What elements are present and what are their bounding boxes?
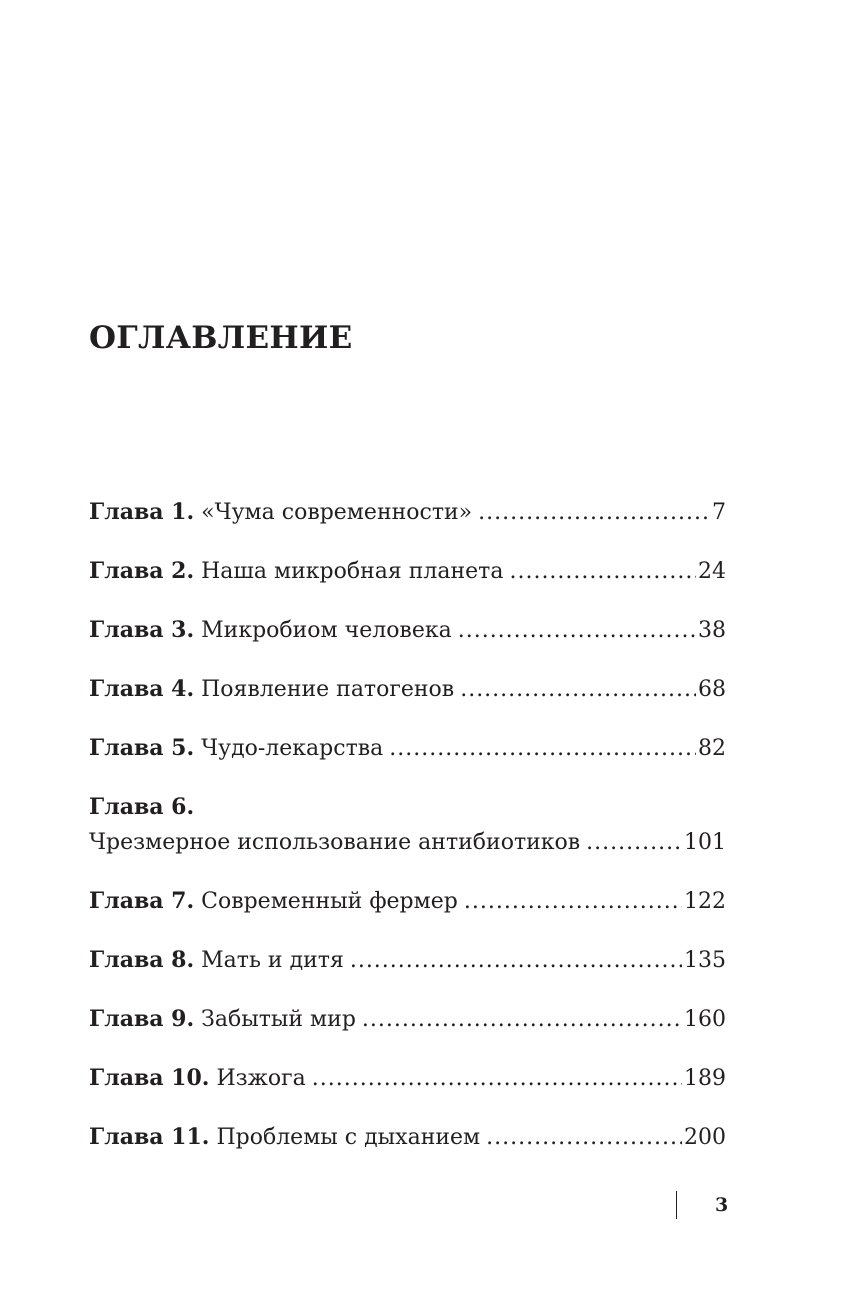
toc-entry-chapter-3[interactable]	[89, 612, 726, 649]
chapter-title: Мать и дитя	[201, 948, 344, 973]
chapter-label: Глава 5.	[89, 735, 195, 761]
dot-leader	[460, 672, 696, 708]
toc-entry-chapter-7[interactable]	[89, 883, 726, 920]
chapter-title: Чудо-лекарства	[201, 736, 384, 761]
toc-entry-chapter-6[interactable]	[89, 789, 726, 861]
chapter-label: Глава 9.	[89, 1006, 195, 1032]
dot-leader	[586, 825, 682, 861]
toc-entry-chapter-9[interactable]	[89, 1001, 726, 1038]
chapter-page-number: 68	[698, 677, 726, 702]
chapter-title: Забытый мир	[201, 1007, 356, 1032]
page-folio	[676, 1191, 736, 1219]
chapter-page-number: 189	[684, 1066, 726, 1091]
chapter-page-number: 200	[684, 1125, 726, 1150]
dot-leader	[464, 884, 682, 920]
dot-leader	[458, 613, 696, 649]
toc-entry-chapter-8[interactable]	[89, 942, 726, 979]
chapter-title: Микробиом человека	[201, 618, 452, 643]
chapter-page-number: 135	[684, 948, 726, 973]
chapter-label: Глава 2.	[89, 558, 195, 584]
dot-leader	[486, 1120, 682, 1156]
dot-leader	[509, 554, 696, 590]
chapter-page-number: 160	[684, 1007, 726, 1032]
chapter-page-number: 7	[712, 500, 726, 525]
chapter-label: Глава 11.	[89, 1124, 210, 1150]
page-number: 3	[715, 1194, 729, 1216]
toc-entry-chapter-1[interactable]	[89, 494, 726, 531]
toc-entry-chapter-5[interactable]	[89, 730, 726, 767]
chapter-title: Изжога	[216, 1066, 306, 1091]
table-of-contents	[89, 494, 726, 1178]
toc-entry-chapter-2[interactable]	[89, 553, 726, 590]
folio-rule	[676, 1191, 677, 1219]
chapter-page-number: 24	[698, 559, 726, 584]
chapter-page-number: 38	[698, 618, 726, 643]
dot-leader	[312, 1061, 682, 1097]
chapter-title: Появление патогенов	[201, 677, 455, 702]
chapter-page-number: 122	[684, 889, 726, 914]
chapter-label: Глава 4.	[89, 676, 195, 702]
toc-entry-chapter-4[interactable]	[89, 671, 726, 708]
chapter-title: Современный фермер	[201, 889, 458, 914]
dot-leader	[389, 731, 696, 767]
chapter-title: Чрезмерное использование антибиотиков	[89, 830, 581, 855]
chapter-label: Глава 7.	[89, 888, 195, 914]
dot-leader	[350, 943, 682, 979]
chapter-title: Проблемы с дыханием	[216, 1125, 481, 1150]
chapter-label: Глава 3.	[89, 617, 195, 643]
chapter-page-number: 82	[698, 736, 726, 761]
chapter-title: «Чума современности»	[201, 500, 473, 525]
chapter-label: Глава 1.	[89, 499, 195, 525]
chapter-title: Наша микробная планета	[201, 559, 504, 584]
chapter-page-number: 101	[684, 830, 726, 855]
dot-leader	[362, 1002, 682, 1038]
page-title: ОГЛАВЛЕНИЕ	[89, 320, 353, 356]
chapter-label: Глава 8.	[89, 947, 195, 973]
dot-leader	[478, 495, 710, 531]
chapter-label: Глава 10.	[89, 1065, 210, 1091]
toc-entry-chapter-11[interactable]	[89, 1119, 726, 1156]
toc-entry-chapter-10[interactable]	[89, 1060, 726, 1097]
chapter-label: Глава 6.	[89, 794, 195, 820]
